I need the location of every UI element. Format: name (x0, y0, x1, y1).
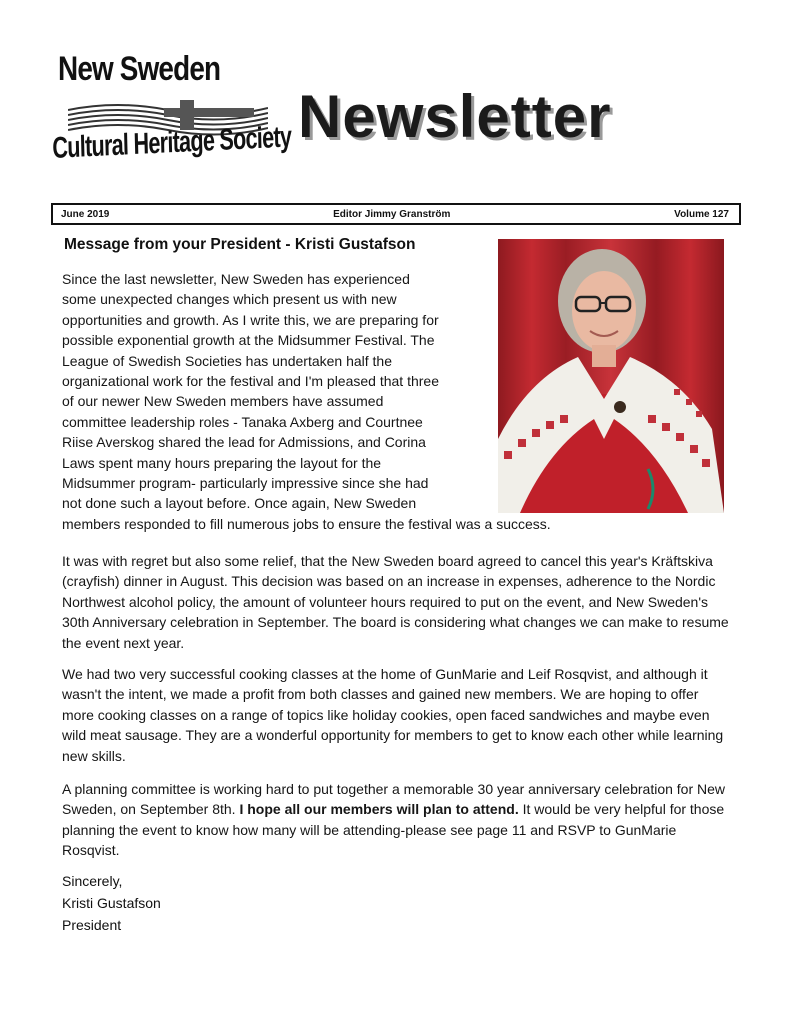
p1-line: Since the last newsletter, New Sweden has experienced (62, 271, 410, 287)
signoff-block (62, 870, 161, 936)
p4-bold-text: I hope all our members will plan to attend. (239, 801, 519, 818)
article-paragraph-2: It was with regret but also some relief, that the New Sweden board agreed to cancel this year's Kräftskiva (crayfish) dinner in August. This decision was based on an increase in expenses, adherence to the Nordic Northwest alcohol policy, the amount of volunteer hours required to put on the event, and New Sweden's 30th Anniversary celebration in September. The board is considering what changes we can make to resume the event next year. (62, 553, 729, 651)
article-headline: Message from your President - Kristi Gustafson (64, 236, 416, 253)
newsletter-title: Newsletter (298, 83, 612, 150)
signoff-closing: Sincerely, (62, 873, 123, 889)
p1-line: of our newer New Sweden members have assumed (62, 393, 384, 410)
p1-line: Riise Averskog shared the lead for Admissions, and Corina (62, 434, 426, 451)
p4-text-end: It would be very helpful for those planning the event to know how many will be attending-please see page 11 and RSVP to GunMarie Rosqvist. (62, 801, 725, 859)
p1-line: League of Swedish Societies has undertaken half the (62, 352, 393, 369)
signoff-name: Kristi Gustafson (62, 895, 161, 911)
p1-line: committee leadership roles - Tanaka Axberg and Courtnee (62, 413, 423, 430)
issue-date: June 2019 (61, 208, 110, 220)
article-paragraph-1 (62, 269, 728, 534)
article-paragraph-4 (62, 779, 734, 861)
p1-line: members responded to fill numerous jobs to ensure the festival was a success. (62, 515, 551, 532)
p4-text-start: A planning committee is working hard to put together a memorable 30 year anniversary celebration for New Sweden, on September 8th. (62, 781, 726, 818)
p1-line: some unexpected changes which present us with new (62, 291, 397, 308)
issue-info-bar (51, 203, 741, 225)
p1-line: opportunities and growth. As I write this, we are preparing for (62, 311, 439, 328)
p1-line: organizational work for the festival and I'm pleased that three (62, 373, 439, 390)
volume-number: Volume 127 (674, 208, 729, 220)
editor-name: Editor Jimmy Granström (333, 208, 451, 220)
article-paragraph-3: We had two very successful cooking classes at the home of GunMarie and Leif Rosqvist, and although it wasn't the intent, we made a profit from both classes and gained new members. We are hoping to offer more cooking classes on a range of topics like holiday cookies, open faced sandwiches and maybe even wild meat sausage. They are a wonderful opportunity for members to get to know each other while learning new skills. (62, 666, 724, 764)
p1-line: possible exponential growth at the Midsummer Festival. The (62, 332, 435, 349)
signoff-title: President (62, 917, 122, 933)
p1-line: Laws spent many hours preparing the layout for the (62, 454, 382, 471)
p1-line: not done such a layout before. Once again, New Sweden (62, 495, 417, 512)
society-logo (52, 50, 292, 194)
logo-text-line1: New Sweden (58, 50, 221, 88)
p1-line: Midsummer program- particularly impressive since she had (62, 475, 429, 492)
logo-text-line2: Cultural Heritage Society (52, 120, 292, 165)
